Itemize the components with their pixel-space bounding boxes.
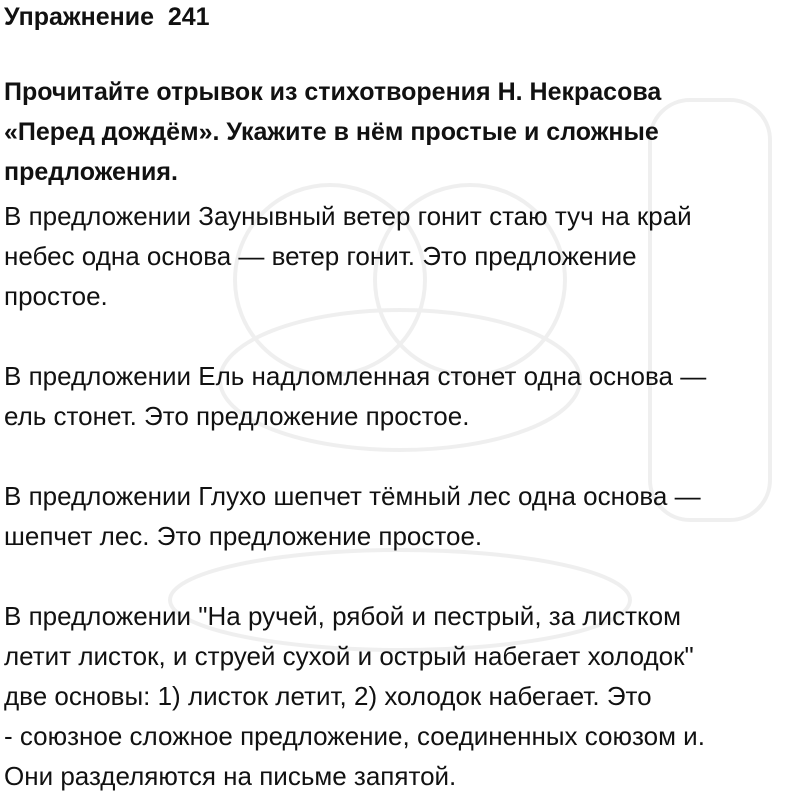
answer-paragraph [4,596,796,796]
task-line: предложения. [4,158,178,186]
answer-line: простое. [4,281,108,311]
answer-line: В предложении Ель надломленная стонет одна основа — [4,361,707,391]
answer-paragraph [4,356,796,436]
answer-line: небес одна основа — ветер гонит. Это предложение [4,241,637,271]
answer-line: В предложении "На ручей, рябой и пестрый, за листком [4,601,681,631]
answer-line: ель стонет. Это предложение простое. [4,401,470,431]
answer-paragraph [4,476,796,556]
answer-line: шепчет лес. Это предложение простое. [4,521,483,551]
task-line: Прочитайте отрывок из стихотворения Н. Некрасова [4,78,662,106]
task-text [4,72,784,192]
answer-paragraph [4,196,796,316]
answer-line: две основы: 1) листок летит, 2) холодок набегает. Это [4,681,652,711]
answer-line: летит листок, и струей сухой и острый набегает холодок" [4,641,694,671]
paragraph-gap [4,436,796,476]
paragraph-gap [4,316,796,356]
exercise-title: Упражнение 241 [4,3,210,31]
answer-line: - союзное сложное предложение, соединенных союзом и. [4,721,705,751]
answer-line: В предложении Глухо шепчет тёмный лес одна основа — [4,481,701,511]
paragraph-gap [4,556,796,596]
task-line: «Перед дождём». Укажите в нём простые и сложные [4,118,659,146]
answer-section [4,196,796,796]
answer-line: В предложении Заунывный ветер гонит стаю туч на край [4,201,692,231]
answer-line: Они разделяются на письме запятой. [4,761,457,791]
